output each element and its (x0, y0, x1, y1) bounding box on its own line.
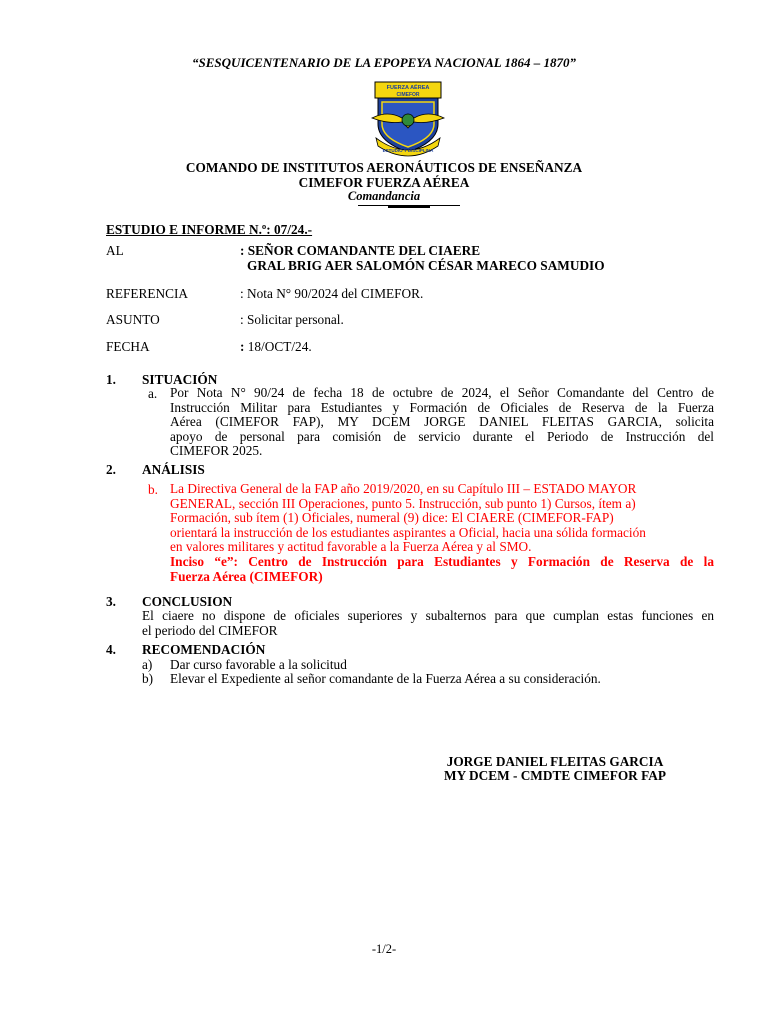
section-4-item-a-text: Dar curso favorable a la solicitud (170, 657, 347, 672)
section-1-line-3: Aérea (CIMEFOR FAP), MY DCEM JORGE DANIEL FLEITAS GARCIA, solicita (170, 414, 714, 430)
field-al-label: AL (106, 243, 124, 258)
section-3-number: 3. (106, 594, 116, 609)
field-al-value-1: : SEÑOR COMANDANTE DEL CIAERE (240, 243, 481, 258)
section-1-number: 1. (106, 372, 116, 387)
emblem-banner-text-1: FUERZA AÉREA (386, 85, 430, 91)
field-fecha-label: FECHA (106, 339, 150, 354)
emblem-ribbon-text: ESTUDIO Y DISCIPLINA (382, 148, 434, 153)
section-3-text (142, 609, 714, 638)
section-2-item-marker: b. (148, 482, 158, 497)
document-title: ESTUDIO E INFORME N.º: 07/24.- (106, 222, 313, 237)
section-1-title: SITUACIÓN (142, 372, 218, 387)
section-2-line-3: Formación, sub ítem (1) Oficiales, numeral (9) dice: El CIAERE (CIMEFOR-FAP) (170, 510, 614, 526)
section-2-number: 2. (106, 462, 116, 477)
section-2-line-2: GENERAL, sección III Operaciones, punto 5. Instrucción, sub punto 1) Cursos, ítem a) (170, 495, 636, 511)
field-fecha-colon: : (240, 339, 245, 354)
section-2-inciso-line-2: Fuerza Aérea (CIMEFOR) (170, 568, 323, 584)
field-fecha-value (240, 339, 312, 355)
field-fecha-date: 18/OCT/24. (244, 339, 312, 354)
section-3-title: CONCLUSION (142, 594, 233, 609)
signature-name: JORGE DANIEL FLEITAS GARCIA (446, 754, 664, 769)
section-1-item-text (170, 386, 714, 459)
emblem-banner-text-2: CIMEFOR (396, 92, 420, 98)
cimefor-emblem (368, 80, 448, 158)
section-2-inciso-line-1: Inciso “e”: Centro de Instrucción para Estudiantes y Formación de Reserva de la (170, 553, 714, 569)
section-4-title: RECOMENDACIÓN (142, 642, 266, 657)
section-4-item-b-text: Elevar el Expediente al señor comandante de la Fuerza Aérea a su consideración. (170, 671, 601, 686)
section-4-item-b-marker: b) (142, 671, 154, 686)
field-asunto-label: ASUNTO (106, 312, 160, 327)
section-2-line-1: La Directiva General de la FAP año 2019/2020, en su Capítulo III – ESTADO MAYOR (170, 481, 637, 496)
section-2-item-text (170, 482, 714, 584)
section-2-title: ANÁLISIS (142, 462, 205, 477)
section-3-line-2: el periodo del CIMEFOR (142, 622, 278, 638)
motto: “SESQUICENTENARIO DE LA EPOPEYA NACIONAL 1864 – 1870” (192, 55, 576, 70)
section-1-item-marker: a. (148, 386, 158, 401)
section-1-line-4: apoyo de personal para comisión de servicio durante el Periodo de Instrucción del (170, 428, 714, 444)
section-4-item-a-marker: a) (142, 657, 153, 672)
section-1-line-2: Instrucción Militar para Estudiantes y Formación de Oficiales de Reserva de la Fuerza (170, 399, 714, 415)
section-3-line-1: El ciaere no dispone de oficiales superiores y subalternos para que cumplan estas funciones en (142, 608, 714, 623)
section-1-line-1: Por Nota N° 90/24 de fecha 18 de octubre de 2024, el Señor Comandante del Centro de (170, 385, 714, 400)
section-4-number: 4. (106, 642, 116, 657)
section-2-line-5: en valores militares y actitud favorable a la Fuerza Aérea y al SMO. (170, 539, 532, 555)
field-al-value-2: GRAL BRIG AER SALOMÓN CÉSAR MARECO SAMUDIO (247, 258, 605, 273)
header-divider-accent (388, 206, 430, 208)
page-number: -1/2- (371, 942, 397, 956)
field-ref-value: : Nota N° 90/2024 del CIMEFOR. (240, 286, 424, 301)
signature-title: MY DCEM - CMDTE CIMEFOR FAP (444, 768, 666, 783)
section-1-line-5: CIMEFOR 2025. (170, 443, 263, 459)
section-2-line-4: orientará la instrucción de los estudiantes aspirantes a Oficial, hacia una sólida formación (170, 524, 646, 540)
emblem-graphic (368, 80, 448, 158)
field-asunto-value: : Solicitar personal. (240, 312, 344, 327)
header-command: COMANDO DE INSTITUTOS AERONÁUTICOS DE ENSEÑANZA (185, 160, 583, 175)
header-office: Comandancia (347, 189, 421, 203)
field-ref-label: REFERENCIA (106, 286, 189, 301)
header-unit: CIMEFOR FUERZA AÉREA (298, 175, 470, 190)
